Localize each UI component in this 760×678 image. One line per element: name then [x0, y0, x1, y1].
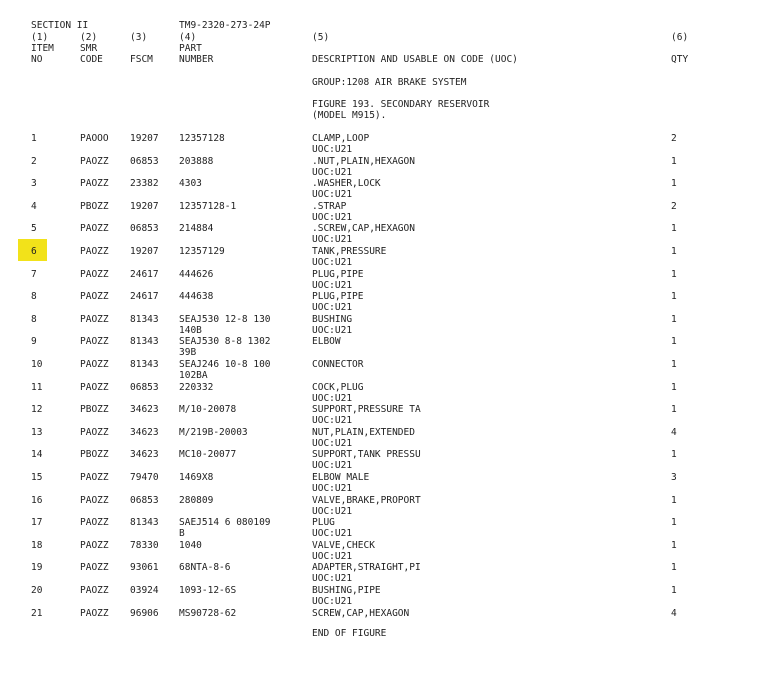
uoc-code: UOC:U21 — [312, 302, 353, 314]
item-number: 11 — [31, 381, 43, 393]
smr-code: PAOZZ — [80, 268, 109, 280]
uoc-code: UOC:U21 — [312, 437, 353, 449]
table-row — [0, 201, 760, 225]
fscm-code: 06853 — [130, 494, 159, 506]
quantity: 4 — [671, 426, 677, 438]
item-number: 19 — [31, 562, 43, 574]
part-number-cont: 39B — [179, 347, 197, 359]
quantity: 1 — [671, 539, 677, 551]
fscm-code: 06853 — [130, 381, 159, 393]
col4-header-b: NUMBER — [179, 54, 214, 65]
item-number: 1 — [31, 133, 37, 144]
col2-header-a: SMR — [80, 43, 98, 54]
table-row — [0, 133, 760, 157]
col6-number: (6) — [671, 32, 689, 43]
uoc-code: UOC:U21 — [312, 189, 353, 201]
part-number: 444638 — [179, 291, 214, 303]
smr-code: PAOZZ — [80, 336, 109, 348]
description: .SCREW,CAP,HEXAGON — [312, 223, 415, 235]
item-number: 18 — [31, 539, 43, 551]
fscm-code: 78330 — [130, 539, 159, 551]
fscm-code: 34623 — [130, 449, 159, 461]
item-number: 4 — [31, 200, 37, 212]
quantity: 1 — [671, 449, 677, 461]
fscm-code: 03924 — [130, 585, 159, 596]
fscm-code: 81343 — [130, 313, 159, 325]
fscm-code: 34623 — [130, 426, 159, 438]
quantity: 1 — [671, 268, 677, 280]
description: NUT,PLAIN,EXTENDED — [312, 426, 415, 438]
quantity: 1 — [671, 313, 677, 325]
fscm-code: 81343 — [130, 359, 159, 370]
part-number: 280809 — [179, 494, 214, 506]
part-number: SEAJ530 8-8 1302 — [179, 336, 271, 348]
description: SUPPORT,TANK PRESSU — [312, 449, 421, 461]
table-row — [0, 449, 760, 473]
table-row — [0, 540, 760, 564]
description: CONNECTOR — [312, 359, 364, 370]
fscm-code: 24617 — [130, 291, 159, 303]
item-number: 13 — [31, 426, 43, 438]
item-number: 15 — [31, 472, 43, 483]
description: TANK,PRESSURE — [312, 246, 387, 257]
uoc-code: UOC:U21 — [312, 573, 353, 585]
description: SUPPORT,PRESSURE TA — [312, 404, 421, 416]
col4-number: (4) — [179, 32, 197, 43]
smr-code: PAOZZ — [80, 246, 109, 257]
quantity: 1 — [671, 336, 677, 348]
uoc-code: UOC:U21 — [312, 211, 353, 223]
part-number: SEAJ530 12-8 130 — [179, 313, 271, 325]
description: SCREW,CAP,HEXAGON — [312, 607, 410, 619]
item-number: 10 — [31, 359, 43, 370]
quantity: 1 — [671, 155, 677, 167]
part-number: 1093-12-6S — [179, 585, 237, 596]
fscm-code: 19207 — [130, 200, 159, 212]
uoc-code: UOC:U21 — [312, 392, 353, 404]
part-number: 220332 — [179, 381, 214, 393]
tm-number: TM9-2320-273-24P — [179, 20, 271, 31]
quantity: 4 — [671, 607, 677, 619]
table-row — [0, 178, 760, 202]
part-number: 1469X8 — [179, 472, 214, 483]
figure-title-line2: (MODEL M915). — [312, 110, 387, 121]
table-row — [0, 495, 760, 519]
smr-code: PAOZZ — [80, 472, 109, 483]
description: COCK,PLUG — [312, 381, 364, 393]
col3-header-b: FSCM — [130, 54, 153, 65]
uoc-code: UOC:U21 — [312, 257, 353, 268]
smr-code: PAOZZ — [80, 494, 109, 506]
part-number: 12357128-1 — [179, 200, 237, 212]
description: BUSHING — [312, 313, 353, 325]
col6-header-b: QTY — [671, 54, 689, 65]
table-row — [0, 336, 760, 360]
col2-number: (2) — [80, 32, 98, 43]
col2-header-b: CODE — [80, 54, 103, 65]
item-number: 3 — [31, 178, 37, 190]
table-row — [0, 156, 760, 180]
description: ADAPTER,STRAIGHT,PI — [312, 562, 421, 574]
smr-code: PAOZZ — [80, 562, 109, 574]
description: VALVE,BRAKE,PROPORT — [312, 494, 421, 506]
uoc-code: UOC:U21 — [312, 483, 353, 494]
item-number: 17 — [31, 517, 43, 529]
smr-code: PBOZZ — [80, 404, 109, 416]
uoc-code: UOC:U21 — [312, 505, 353, 517]
table-row — [0, 269, 760, 293]
part-number: SAEJ514 6 080109 — [179, 517, 271, 529]
smr-code: PAOZZ — [80, 539, 109, 551]
part-number: 203888 — [179, 155, 214, 167]
part-number-cont: 102BA — [179, 370, 208, 381]
item-number: 7 — [31, 268, 37, 280]
fscm-code: 06853 — [130, 223, 159, 235]
uoc-code: UOC:U21 — [312, 550, 353, 562]
uoc-code: UOC:U21 — [312, 279, 353, 291]
part-number: M/10-20078 — [179, 404, 237, 416]
quantity: 2 — [671, 200, 677, 212]
table-row — [0, 562, 760, 586]
description: PLUG — [312, 517, 335, 529]
description: ELBOW — [312, 336, 341, 348]
smr-code: PAOZZ — [80, 223, 109, 235]
part-number: SEAJ246 10-8 100 — [179, 359, 271, 370]
uoc-code: UOC:U21 — [312, 166, 353, 178]
item-number: 21 — [31, 607, 43, 619]
description: BUSHING,PIPE — [312, 585, 381, 596]
item-number: 12 — [31, 404, 43, 416]
item-number: 6 — [31, 246, 37, 257]
uoc-code: UOC:U21 — [312, 528, 353, 540]
uoc-code: UOC:U21 — [312, 415, 353, 427]
quantity: 1 — [671, 246, 677, 257]
table-row — [0, 404, 760, 428]
uoc-code: UOC:U21 — [312, 324, 353, 336]
description: VALVE,CHECK — [312, 539, 375, 551]
fscm-code: 81343 — [130, 517, 159, 529]
table-row — [0, 246, 760, 270]
smr-code: PAOZZ — [80, 517, 109, 529]
col1-number: (1) — [31, 32, 49, 43]
item-number: 20 — [31, 585, 43, 596]
part-number: MS90728-62 — [179, 607, 237, 619]
table-row — [0, 585, 760, 609]
section-label: SECTION II — [31, 20, 89, 31]
description: CLAMP,LOOP — [312, 133, 370, 144]
item-number: 2 — [31, 155, 37, 167]
fscm-code: 96906 — [130, 607, 159, 619]
smr-code: PAOZZ — [80, 381, 109, 393]
item-number: 5 — [31, 223, 37, 235]
smr-code: PBOZZ — [80, 449, 109, 461]
part-number: 12357128 — [179, 133, 225, 144]
col3-number: (3) — [130, 32, 148, 43]
group-title: GROUP:1208 AIR BRAKE SYSTEM — [312, 77, 467, 88]
end-of-figure: END OF FIGURE — [312, 628, 387, 639]
figure-title-line1: FIGURE 193. SECONDARY RESERVOIR — [312, 99, 490, 110]
smr-code: PAOZZ — [80, 359, 109, 370]
quantity: 1 — [671, 381, 677, 393]
fscm-code: 06853 — [130, 155, 159, 167]
part-number: 12357129 — [179, 246, 225, 257]
uoc-code: UOC:U21 — [312, 234, 353, 246]
part-number: M/219B-20003 — [179, 426, 248, 438]
table-row — [0, 427, 760, 451]
description: ELBOW MALE — [312, 472, 370, 483]
smr-code: PAOZZ — [80, 426, 109, 438]
fscm-code: 19207 — [130, 133, 159, 144]
quantity: 1 — [671, 291, 677, 303]
description: PLUG,PIPE — [312, 268, 364, 280]
description: PLUG,PIPE — [312, 291, 364, 303]
smr-code: PBOZZ — [80, 200, 109, 212]
smr-code: PAOZZ — [80, 178, 109, 190]
smr-code: PAOZZ — [80, 313, 109, 325]
table-row — [0, 517, 760, 541]
item-number: 14 — [31, 449, 43, 461]
uoc-code: UOC:U21 — [312, 460, 353, 472]
smr-code: PAOZZ — [80, 585, 109, 596]
description: .STRAP — [312, 200, 347, 212]
quantity: 1 — [671, 404, 677, 416]
fscm-code: 79470 — [130, 472, 159, 483]
part-number: 68NTA-8-6 — [179, 562, 231, 574]
table-row — [0, 223, 760, 247]
item-number: 8 — [31, 313, 37, 325]
col4-header-a: PART — [179, 43, 202, 54]
fscm-code: 23382 — [130, 178, 159, 190]
description: .NUT,PLAIN,HEXAGON — [312, 155, 415, 167]
quantity: 1 — [671, 585, 677, 596]
quantity: 1 — [671, 517, 677, 529]
smr-code: PAOZZ — [80, 155, 109, 167]
quantity: 1 — [671, 494, 677, 506]
col5-header-b: DESCRIPTION AND USABLE ON CODE (UOC) — [312, 54, 518, 65]
quantity: 1 — [671, 359, 677, 370]
quantity: 1 — [671, 178, 677, 190]
item-number: 8 — [31, 291, 37, 303]
quantity: 1 — [671, 562, 677, 574]
description: .WASHER,LOCK — [312, 178, 381, 190]
col1-header-b: NO — [31, 54, 43, 65]
item-number: 9 — [31, 336, 37, 348]
part-number: 1040 — [179, 539, 202, 551]
table-row — [0, 472, 760, 496]
part-number: 214884 — [179, 223, 214, 235]
item-number: 16 — [31, 494, 43, 506]
quantity: 1 — [671, 223, 677, 235]
fscm-code: 93061 — [130, 562, 159, 574]
col5-number: (5) — [312, 32, 330, 43]
part-number-cont: B — [179, 528, 185, 540]
uoc-code: UOC:U21 — [312, 144, 353, 155]
smr-code: PAOZZ — [80, 291, 109, 303]
quantity: 3 — [671, 472, 677, 483]
part-number-cont: 140B — [179, 324, 202, 336]
fscm-code: 81343 — [130, 336, 159, 348]
part-number: 4303 — [179, 178, 202, 190]
fscm-code: 19207 — [130, 246, 159, 257]
quantity: 2 — [671, 133, 677, 144]
part-number: MC10-20077 — [179, 449, 237, 461]
smr-code: PAOOO — [80, 133, 109, 144]
table-row — [0, 314, 760, 338]
col1-header-a: ITEM — [31, 43, 54, 54]
uoc-code: UOC:U21 — [312, 596, 353, 607]
smr-code: PAOZZ — [80, 607, 109, 619]
table-row — [0, 359, 760, 383]
table-row — [0, 291, 760, 315]
fscm-code: 24617 — [130, 268, 159, 280]
fscm-code: 34623 — [130, 404, 159, 416]
part-number: 444626 — [179, 268, 214, 280]
table-row — [0, 382, 760, 406]
